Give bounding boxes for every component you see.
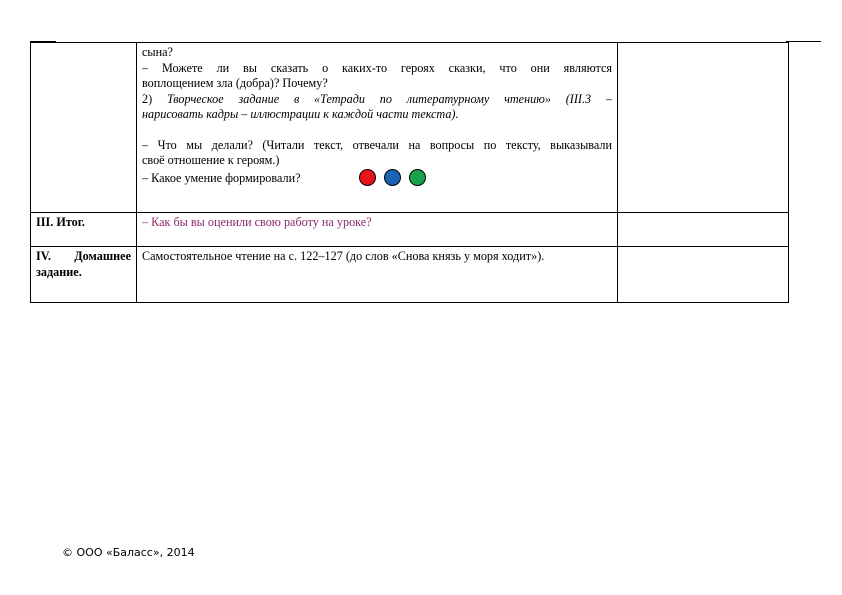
spacer <box>142 123 612 138</box>
task-number: 2) <box>142 91 153 106</box>
table-row <box>31 247 789 303</box>
creative-task-line: нарисовать кадры – иллюстрации к каждой части текста). <box>142 107 459 121</box>
question-line: – Можете ли вы сказать о каких-то героях сказки, что они являются <box>142 60 612 75</box>
content-cell <box>137 213 618 247</box>
stage-label <box>36 249 131 265</box>
task-text: Творческое задание в «Тетради по литературному чтению» (III.3 – <box>166 91 612 106</box>
review-line: – Что мы делали? (Читали текст, отвечали на вопросы по тексту, выказывали <box>142 137 612 152</box>
stage-cell <box>31 213 137 247</box>
stage-word: задание. <box>36 264 82 279</box>
text-line: сына? <box>142 45 173 59</box>
table-row <box>31 43 789 213</box>
summary-question: – Как бы вы оценили свою работу на уроке? <box>142 215 372 229</box>
table-top-stroke-right <box>786 41 821 42</box>
content-cell <box>137 247 618 303</box>
blue-circle-icon <box>384 169 401 186</box>
table-row <box>31 213 789 247</box>
self-assessment-dots <box>359 169 426 186</box>
notes-cell <box>618 213 789 247</box>
content-cell <box>137 43 618 213</box>
creative-task-line <box>142 92 612 108</box>
stage-word: Домашнее <box>74 249 131 263</box>
stage-cell <box>31 43 137 213</box>
stage-number: IV. <box>36 249 52 263</box>
review-line: своё отношение к героям.) <box>142 153 280 167</box>
red-circle-icon <box>359 169 376 186</box>
stage-cell <box>31 247 137 303</box>
review-question: – Какое умение формировали? <box>142 170 301 185</box>
stage-label: III. Итог. <box>36 215 85 229</box>
review-line-with-dots <box>142 169 612 187</box>
question-line: воплощением зла (добра)? Почему? <box>142 76 328 90</box>
copyright-footer: © ООО «Баласс», 2014 <box>62 546 195 559</box>
homework-text: Самостоятельное чтение на с. 122–127 (до слов «Снова князь у моря ходит»). <box>142 249 545 263</box>
lesson-plan-table <box>30 42 789 303</box>
notes-cell <box>618 247 789 303</box>
notes-cell <box>618 43 789 213</box>
green-circle-icon <box>409 169 426 186</box>
